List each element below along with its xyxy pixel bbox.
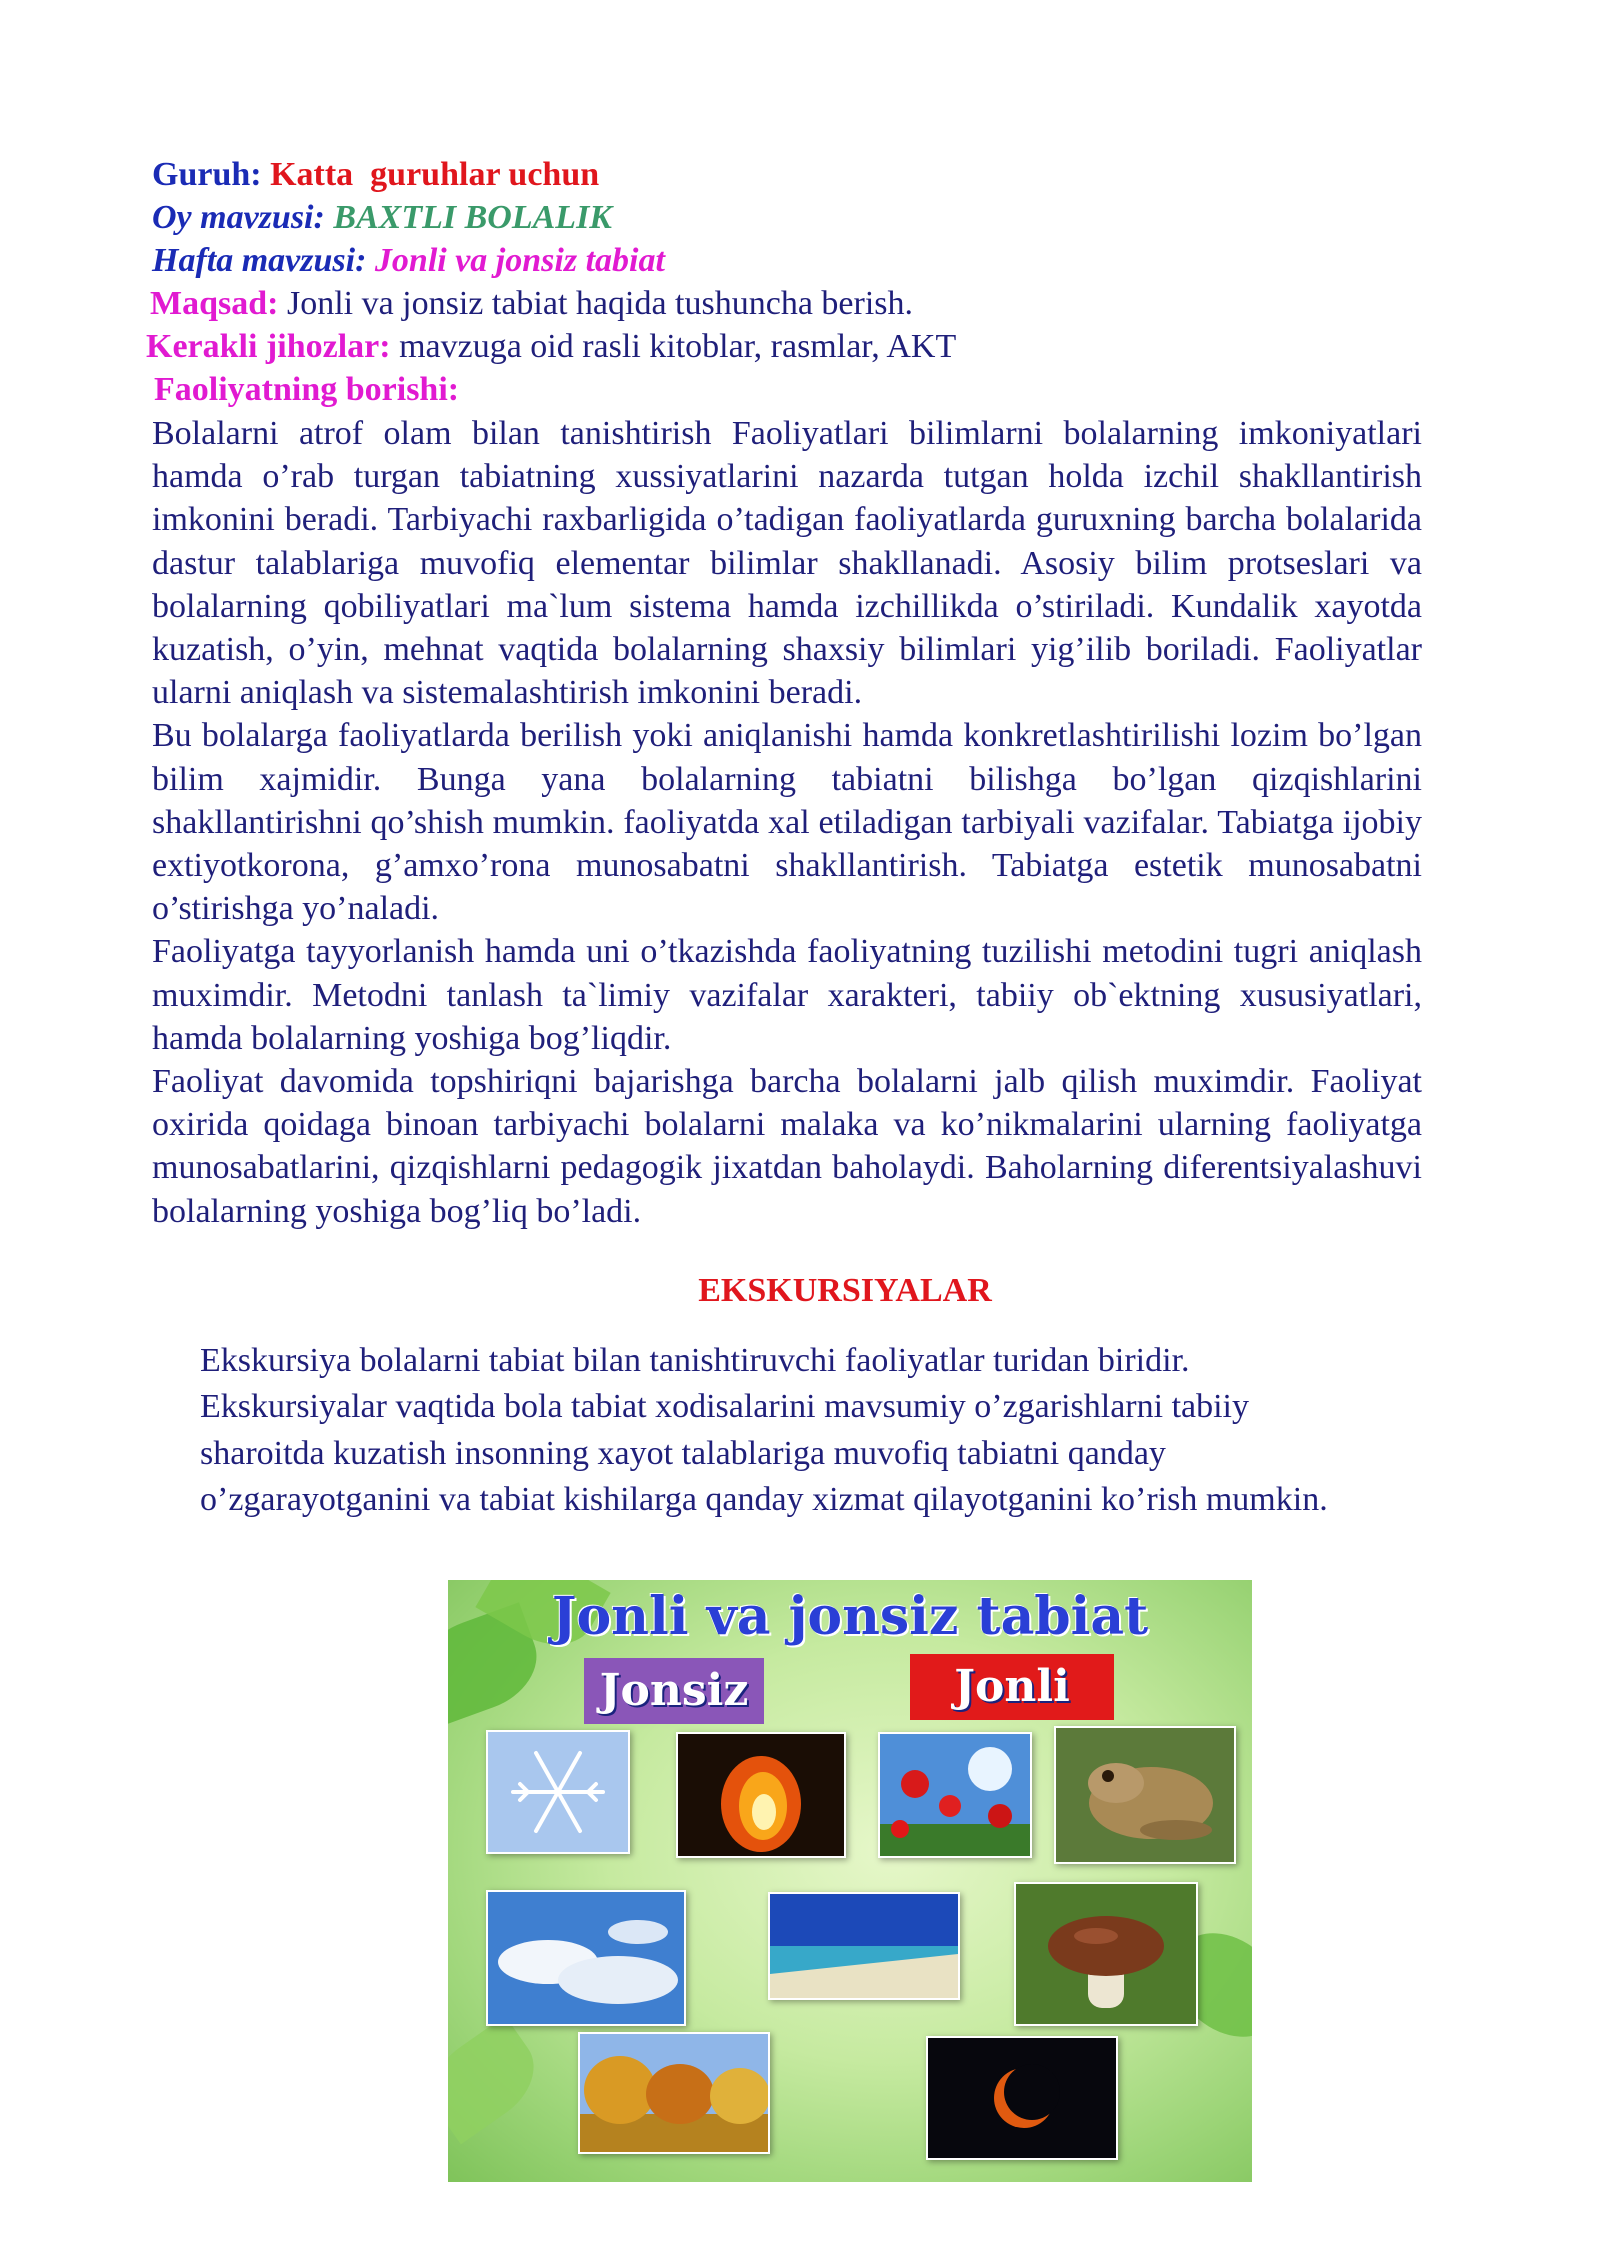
mushroom-image [1014,1882,1198,2026]
equipment-line [146,326,956,368]
month-theme-value: BAXTLI BOLALIK [333,199,612,236]
living-tag: Jonli [910,1654,1114,1720]
nonliving-tag: Jonsiz [584,1658,764,1724]
group-line [152,154,599,196]
goal-label: Maqsad: [150,285,279,322]
fire-image [676,1732,846,1858]
frog-image [1054,1726,1236,1864]
snowflake-image [486,1730,630,1854]
week-theme-line [152,240,665,282]
month-theme-label: Oy mavzusi: [152,199,325,236]
goal-value: Jonli va jonsiz tabiat haqida tushuncha berish. [286,285,913,322]
excursions-text: Ekskursiya bolalarni tabiat bilan tanishtiruvchi faoliyatlar turidan biridir. Ekskursiyalar vaqtida bola tabiat xodisalarini mavsumiy o’zgarishlarni tabiiy sharoitda kuzatish insonning xayot talablariga muvofiq tabiatni qanday o’zgarayotganini va tabiat kishilarga qanday xizmat qilayotganini ko’rish mumkin. [200,1342,1328,1519]
group-label: Guruh: [152,156,262,193]
progress-heading [154,369,459,411]
week-theme-value: Jonli va jonsiz tabiat [374,242,665,279]
goal-line [150,283,913,325]
week-theme-label: Hafta mavzusi: [152,242,367,279]
paragraph-1: Bolalarni atrof olam bilan tanishtirish Faoliyatlari bilimlarni bolalarning imkoniyatlari hamda o’rab turgan tabiatning xussiyatlarini nazarda tutgan holda izchil shakllantirish imkonini beradi. Tarbiyachi raxbarligida o’tadigan faoliyatlarda guruxning barcha bolalarida dastur talablariga muvofiq elementar bilimlar shakllanadi. Asosiy bilim protseslari va bolalarning qobiliyatlari ma`lum sistema hamda izchillikda o’stiriladi. Kundalik xayotda kuzatish, o’yin, mehnat vaqtida bolalarning shaxsiy bilimlari yig’ilib boriladi. Faoliyatlar ularni aniqlash va sistemalashtirish imkonini beradi. [152,415,1422,712]
poster-title: Jonli va jonsiz tabiat [551,1586,1149,1647]
paragraph-2: Bu bolalarga faoliyatlarda berilish yoki aniqlanishi hamda konkretlashtirilishi lozim bo’lgan bilim xajmidir. Bunga yana bolalarning tabiatni bilishga bo’lgan qizqishlarini shakllantirishni qo’shish mumkin. faoliyatda xal etiladigan tarbiyali vazifalar. Tabiatga ijobiy extiyotkorona, g’amxo’rona munosabatni shakllantirish. Tabiatga estetik munosabatni o’stirishga yo’naladi. [152,717,1422,928]
excursions-heading: EKSKURSIYALAR [698,1272,992,1309]
paragraph-3: Faoliyatga tayyorlanish hamda uni o’tkazishda faoliyatning tuzilishi metodini tugri aniqlash muximdir. Metodni tanlash ta`limiy vazifalar xarakteri, tabiiy ob`ektning xususiyatlari, hamda bolalarning yoshiga bog’liqdir. [152,933,1422,1057]
equipment-label: Kerakli jihozlar: [146,328,391,365]
sky-clouds-image [486,1890,686,2026]
poppies-image [878,1732,1032,1858]
paragraph-4: Faoliyat davomida topshiriqni bajarishga barcha bolalarni jalb qilish muximdir. Faoliyat oxirida qoidaga binoan tarbiyachi bolalarni malaka va ko’nikmalarini ularning faoliyatga munosabatlarini, qizqishlarni pedagogik jixatdan baholaydi. Baholarning diferentsiyalashuvi bolalarning yoshiga bog’liq bo’ladi. [152,1063,1422,1230]
progress-label: Faoliyatning borishi: [154,371,460,408]
moon-eclipse-image [926,2036,1118,2160]
nature-poster [448,1580,1252,2182]
leaf-decoration [448,2016,551,2145]
group-value: Katta guruhlar uchun [270,156,600,193]
sea-beach-image [768,1892,960,2000]
month-theme-line [152,197,612,239]
main-body [152,412,1422,1233]
equipment-value: mavzuga oid rasli kitoblar, rasmlar, AKT [399,328,957,365]
autumn-trees-image [578,2032,770,2154]
